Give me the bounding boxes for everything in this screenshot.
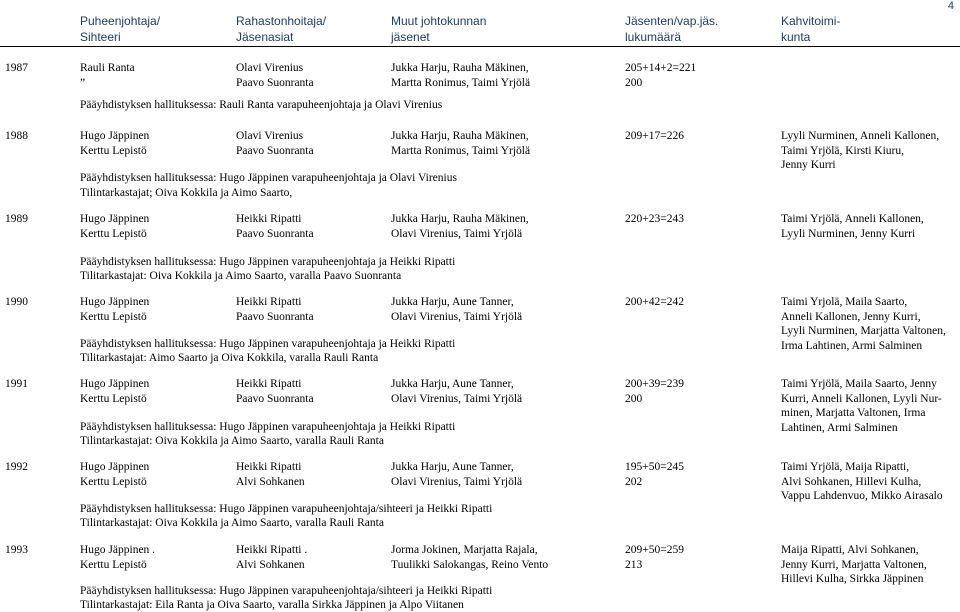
board-members-text: Martta Ronimus, Taimi Yrjölä [391,144,531,157]
chair-secretary-text: Hugo Jäppinen [80,461,150,473]
member-count-text: 200 [625,76,643,89]
chair-secretary-text: ” [80,76,86,89]
entry-year: 1990 [5,296,28,308]
chair-secretary-text: Hugo Jäppinen [80,213,150,225]
coffee-committee-text: Lyyli Nurminen, Anneli Kallonen, [781,130,940,142]
board-members-text: Jukka Harju, Rauha Mäkinen, [391,62,529,74]
treasurer-membership-text: Heikki Ripatti . [236,544,308,556]
treasurer-membership-text: Paavo Suonranta [236,227,314,240]
column-header-text: Rahastonhoitaja/ [236,14,327,28]
chair-secretary-text: Kerttu Lepistö [80,475,147,488]
treasurer-membership-text: Paavo Suonranta [236,392,314,405]
member-count-text: 202 [625,475,643,488]
coffee-committee-text: Taimi Yrjölä, Maila Saarto, Jenny [781,378,937,390]
treasurer-membership-text: Olavi Virenius [236,62,304,74]
entry-year: 1992 [5,461,28,473]
entry-note: Pääyhdistyksen hallituksessa: Hugo Jäppinen varapuheenjohtaja ja Heikki Ripatti [80,421,456,433]
member-count-text: 200+42=242 [625,296,684,308]
chair-secretary-text: Rauli Ranta [80,62,135,74]
board-members-text: Olavi Virenius, Taimi Yrjölä [391,227,523,240]
coffee-committee-text: Lyyli Nurminen, Marjatta Valtonen, [781,325,946,337]
column-header-text: lukumäärä [625,30,682,44]
coffee-committee-text: Kurri, Anneli Kallonen, Lyyli Nur- [781,392,942,405]
entry-note: Tilitarkastajat: Aimo Saarto ja Oiva Kokkila, varalla Rauli Ranta [80,352,379,364]
column-header-text: Kahvitoimi- [781,14,841,28]
coffee-committee-text: Hillevi Kulha, Sirkka Jäppinen [781,573,924,585]
column-header [781,13,840,45]
chair-secretary-text: Hugo Jäppinen [80,130,150,142]
board-members-text: Jukka Harju, Rauha Mäkinen, [391,213,529,225]
coffee-committee-text: Jenny Kurri [781,159,836,171]
coffee-committee-text: Vappu Lahdenvuo, Mikko Airasalo [781,490,943,502]
board-members-text: Martta Ronimus, Taimi Yrjölä [391,76,531,89]
treasurer-membership-text: Olavi Virenius [236,130,304,142]
entry-note: Tilintarkastajat: Oiva Kokkila ja Aimo Saarto, varalla Rauli Ranta [80,517,384,529]
column-header [236,13,326,45]
entry-note: Pääyhdistyksen hallituksessa: Hugo Jäppinen varapuheenjohtaja ja Heikki Ripatti [80,338,456,350]
treasurer-membership-text: Paavo Suonranta [236,76,314,89]
coffee-committee-text: Lahtinen, Armi Salminen [781,421,898,434]
coffee-committee-text: Taimi Yrjölä, Maija Ripatti, [781,461,910,473]
entry-note: Pääyhdistyksen hallituksessa: Hugo Jäppinen varapuheenjohtaja/sihteeri ja Heikki Ripatti [80,585,493,597]
member-count-text: 220+23=243 [625,213,684,225]
header-divider [0,46,960,47]
column-header [625,13,718,45]
board-members-text: Jukka Harju, Rauha Mäkinen, [391,130,529,142]
chair-secretary-text: Kerttu Lepistö [80,558,147,571]
entry-year: 1988 [5,130,28,142]
chair-secretary-text: Kerttu Lepistö [80,310,147,323]
chair-secretary-text: Hugo Jäppinen [80,296,150,308]
treasurer-membership-text: Paavo Suonranta [236,310,314,323]
board-members-text: Tuulikki Salokangas, Reino Vento [391,558,549,571]
board-members-text: Olavi Virenius, Taimi Yrjölä [391,310,523,323]
treasurer-membership-text: Heikki Ripatti [236,296,302,308]
treasurer-membership-text: Heikki Ripatti [236,378,302,390]
coffee-committee-text: Maija Ripatti, Alvi Sohkanen, [781,544,919,556]
coffee-committee-text: Anneli Kallonen, Jenny Kurri, [781,310,921,323]
entry-note: Pääyhdistyksen hallituksessa: Hugo Jäppinen varapuheenjohtaja/sihteeri ja Heikki Ripatti [80,503,493,515]
coffee-committee-text: Taimi Yrjölä, Kirsti Kiuru, [781,144,905,157]
column-header-text: Sihteeri [80,30,121,44]
chair-secretary-text: Hugo Jäppinen [80,378,150,390]
board-members-text: Jukka Harju, Aune Tanner, [391,461,514,473]
entry-note: Pääyhdistyksen hallituksessa: Hugo Jäppinen varapuheenjohtaja ja Olavi Virenius [80,172,457,184]
treasurer-membership-text: Alvi Sohkanen [236,475,305,488]
board-members-text: Olavi Virenius, Taimi Yrjölä [391,475,523,488]
member-count-text: 213 [625,558,643,571]
coffee-committee-text: Taimi Yrjolä, Maila Saarto, [781,296,908,308]
chair-secretary-text: Hugo Jäppinen . [80,544,156,556]
chair-secretary-text: Kerttu Lepistö [80,227,147,240]
member-count-text: 205+14+2=221 [625,62,697,74]
chair-secretary-text: Kerttu Lepistö [80,392,147,405]
column-header-text: kunta [781,30,811,44]
treasurer-membership-text: Heikki Ripatti [236,213,302,225]
coffee-committee-text: Taimi Yrjölä, Anneli Kallonen, [781,213,924,225]
member-count-text: 195+50=245 [625,461,684,473]
member-count-text: 209+50=259 [625,544,684,556]
entry-year: 1987 [5,62,28,74]
board-members-text: Jukka Harju, Aune Tanner, [391,296,514,308]
board-members-text: Jukka Harju, Aune Tanner, [391,378,514,390]
treasurer-membership-text: Alvi Sohkanen [236,558,305,571]
coffee-committee-text: Jenny Kurri, Marjatta Valtonen, [781,558,927,571]
column-header-text: Jäsenten/vap.jäs. [625,14,719,28]
column-header-text: Puheenjohtaja/ [80,14,161,28]
member-count-text: 200 [625,392,643,405]
board-members-text: Jorma Jokinen, Marjatta Rajala, [391,544,538,556]
board-members-text: Olavi Virenius, Taimi Yrjölä [391,392,523,405]
page-number: 4 [947,0,954,12]
member-count-text: 200+39=239 [625,378,684,390]
entry-note: Pääyhdistyksen hallituksessa: Rauli Ranta varapuheenjohtaja ja Olavi Virenius [80,99,443,111]
treasurer-membership-text: Paavo Suonranta [236,144,314,157]
coffee-committee-text: Alvi Sohkanen, Hillevi Kulha, [781,475,922,488]
entry-note: Tilintarkastajat: Oiva Kokkila ja Aimo Saarto, varalla Rauli Ranta [80,435,384,447]
treasurer-membership-text: Heikki Ripatti [236,461,302,473]
member-count-text: 209+17=226 [625,130,684,142]
entry-note: Pääyhdistyksen hallituksessa: Hugo Jäppinen varapuheenjohtaja ja Heikki Ripatti [80,256,456,268]
coffee-committee-text: minen, Marjatta Valtonen, Irma [781,407,926,419]
column-header-text: Muut johtokunnan [391,14,487,28]
entry-note: Tilintarkastajat; Oiva Kokkila ja Aimo Saarto, [80,187,293,199]
entry-year: 1989 [5,213,28,225]
column-header-text: jäsenet [391,30,430,44]
column-header-text: Jäsenasiat [236,30,294,44]
entry-year: 1993 [5,544,28,556]
coffee-committee-text: Irma Lahtinen, Armi Salminen [781,339,923,352]
entry-year: 1991 [5,378,28,390]
column-header [391,13,486,45]
column-header [80,13,160,45]
entry-note: Tilitarkastajat: Oiva Kokkila ja Aimo Saarto, varalla Paavo Suonranta [80,270,402,282]
coffee-committee-text: Lyyli Nurminen, Jenny Kurri [781,227,916,240]
entry-note: Tilintarkastajat: Eila Ranta ja Oiva Saarto, varalla Sirkka Jäppinen ja Alpo Viitanen [80,599,464,611]
chair-secretary-text: Kerttu Lepistö [80,144,147,157]
